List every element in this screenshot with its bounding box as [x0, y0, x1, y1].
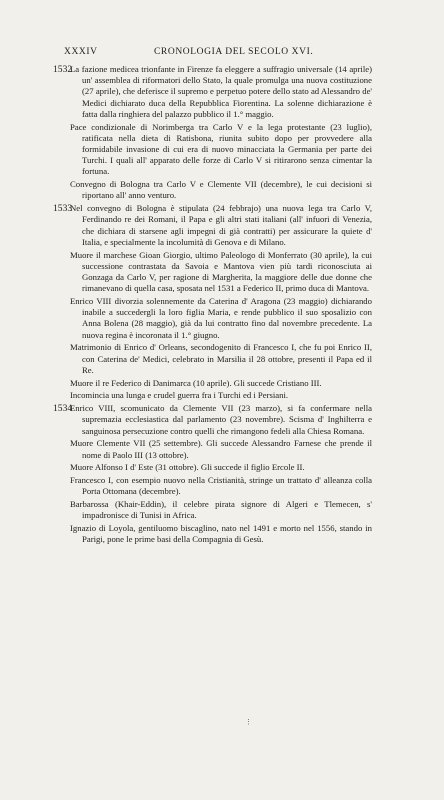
running-title: CRONOLOGIA DEL SECOLO XVI.	[154, 47, 314, 57]
entry: Barbarossa (Khair-Eddin), il celebre pirata signore di Algeri e Tlemecen, s' impadronisce di Tunisi in Africa.	[70, 499, 372, 521]
entry: Muore il marchese Gioan Giorgio, ultimo Paleologo di Monferrato (30 aprile), la cui successione contrastata da Savoia e Mantova vien più tardi riconosciuta ai Gonzaga da Carlo V, per ragione di Margherita, la maggiore delle due donne che rimanevano di quella casa, sposata nel 1531 a Federico II, primo duca di Mantova.	[70, 249, 372, 294]
entry: Pace condizionale di Norimberga tra Carlo V e la lega protestante (23 luglio), ratificata nella dieta di Ratisbona, riunita subito dopo per provvedere alla formidabile invasione di cui era di nuovo minacciata la Germania per parte dei Turchi. I quali all' apparato delle forze di Carlo V si ritirarono senza cimentar la fortuna.	[70, 121, 372, 177]
entry: Enrico VIII, scomunicato da Clemente VII (23 marzo), si fa confermare nella supremazia ecclesiastica dal parlamento (23 novembre). Scisma d' Inghilterra e sanguinosa persecuzione contro quelli che rimangono fedeli alla Chiesa Romana.	[70, 403, 372, 436]
ink-speck: ⋮	[245, 718, 252, 726]
entry: Muore Clemente VII (25 settembre). Gli succede Alessandro Farnese che prende il nome di Paolo III (13 ottobre).	[70, 438, 372, 460]
entry: Incomincia una lunga e crudel guerra fra i Turchi ed i Persiani.	[70, 390, 289, 401]
year-block-1533	[53, 203, 372, 401]
entry: Enrico VIII divorzia solennemente da Caterina d' Aragona (23 maggio) dichiarando inabile a succedergli la loro figlia Maria, e rende pubblico il suo sposalizio con Anna Bolena (28 maggio), già da lui contratto fino dal novembre precedente. La nuova regina è incoronata il 1.° giugno.	[70, 296, 372, 340]
entry: Nel convegno di Bologna è stipulata (24 febbrajo) una nuova lega tra Carlo V, Ferdinando re dei Romani, il Papa e gli altri stati italiani (all' infuori di Venezia, che dichiara di starsene agli impegni di già contratti) per assicurare la quiete d' Italia, e specialmente la incolumità di Genova e di Milano.	[70, 203, 372, 247]
entry: Convegno di Bologna tra Carlo V e Clemente VII (decembre), le cui decisioni si riportano all' anno venturo.	[70, 179, 372, 201]
year-block-1532	[53, 64, 372, 202]
entry: Matrimonio di Enrico d' Orleans, secondogenito di Francesco I, che fu poi Enrico II, con Caterina de' Medici, celebrato in Marsilia il 28 ottobre, presenti il Papa ed il Re.	[70, 342, 372, 375]
year-label: 1534	[53, 403, 73, 415]
page-number: XXXIV	[64, 47, 98, 57]
entry: Francesco I, con esempio nuovo nella Cristianità, stringe un trattato d' alleanza colla Porta Ottomana (decembre).	[70, 475, 372, 497]
year-label: 1533	[53, 203, 73, 215]
entry: Muore Alfonso I d' Este (31 ottobre). Gli succede il figlio Ercole II.	[70, 462, 305, 473]
year-label: 1532	[53, 64, 73, 75]
chronology-body	[53, 64, 372, 547]
year-block-1534	[53, 403, 372, 545]
entry: La fazione medicea trionfante in Firenze fa eleggere a suffragio universale (14 aprile) un' assemblea di riformatori dello Stato, la quale promulga una nuova costituzione (27 aprile), che deferisce il supremo e perpetuo potere dello stato ad Alessandro de' Medici dichiarato duca della Repubblica Fiorentina. La solenne dichiarazione è fatta dalla ringhiera del palazzo pubblico il 1.° maggio.	[70, 64, 372, 119]
entry: Ignazio di Loyola, gentiluomo biscaglino, nato nel 1491 e morto nel 1556, stando in Parigi, pone le prime basi della Compagnia di Gesù.	[70, 523, 372, 545]
entry: Muore il re Federico di Danimarca (10 aprile). Gli succede Cristiano III.	[70, 377, 322, 388]
